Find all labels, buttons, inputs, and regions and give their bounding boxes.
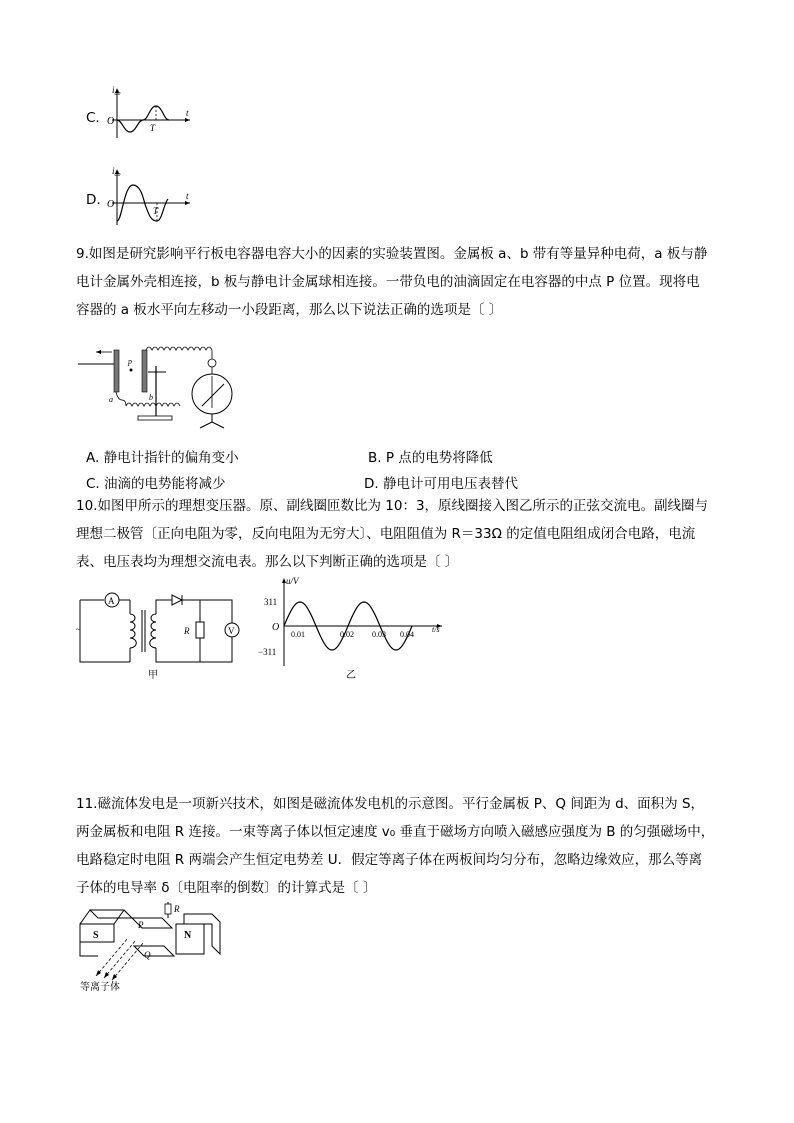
question-10-line-1: 10.如图甲所示的理想变压器。原、副线圈匝数比为 10：3，原线圈接入图乙所示的正弦交流电。副线圈与 xyxy=(76,498,709,514)
x-axis-label: t xyxy=(186,191,189,201)
question-9-option-c: C. 油滴的电势能将减少 xyxy=(86,476,226,492)
question-9-line-1: 9.如图是研究影响平行板电容器电容大小的因素的实验装置图。金属板 a、b 带有等量异种电荷，a 板与静 xyxy=(76,246,708,262)
oil-drop xyxy=(130,369,133,372)
origin-label: O xyxy=(107,116,115,127)
plasma-arrow-1 xyxy=(96,938,128,976)
wire-bottom xyxy=(116,392,180,406)
label-s: S xyxy=(93,930,99,941)
secondary-wire-top xyxy=(156,600,172,614)
secondary-coil xyxy=(150,614,156,648)
question-9-option-b: B. P 点的电势将降低 xyxy=(368,450,493,466)
label-q: Q xyxy=(144,950,151,960)
plasma-caption: 等离子体 xyxy=(80,982,120,993)
ac-voltage-graph xyxy=(254,574,454,674)
period-label: T xyxy=(150,123,156,133)
electroscope-leg-left xyxy=(200,422,212,428)
question-9-line-3: 容器的 a 板水平向左移动一小段距离，那么以下说法正确的选项是〔 〕 xyxy=(76,302,503,318)
y-max-label: 311 xyxy=(264,597,278,607)
voltmeter-label: V xyxy=(228,626,235,636)
x-tick-0-01: 0.01 xyxy=(291,630,305,639)
question-11-line-2: 两金属板和电阻 R 连接。一束等离子体以恒定速度 v₀ 垂直于磁场方向喷入磁感应强度为 B 的匀强磁场中， xyxy=(76,824,715,840)
secondary-wire-loop xyxy=(156,600,232,662)
resistor-label: R xyxy=(184,626,190,636)
x-axis-label: t xyxy=(186,108,189,118)
plasma-arrow-3 xyxy=(112,942,144,980)
question-9-line-2: 电计金属外壳相连接，b 板与静电计金属球相连接。一带负电的油滴固定在电容器的中点 P 位置。现将电 xyxy=(76,274,700,290)
x-tick-0-04: 0.04 xyxy=(400,630,414,639)
plate-b xyxy=(142,350,147,392)
question-10-stem xyxy=(76,492,726,576)
label-p: P xyxy=(138,920,144,930)
y-axis-label: u/V xyxy=(286,576,299,586)
capacitor-electroscope-figure xyxy=(76,330,246,430)
y-min-label: −311 xyxy=(258,647,277,657)
question-10-line-2: 理想二极管〔正向电阻为零，反向电阻为无穷大〕、电阻阻值为 R＝33Ω 的定值电阻组成闭合电路，电流 xyxy=(76,526,696,542)
question-11-line-1: 11.磁流体发电是一项新兴技术，如图是磁流体发电机的示意图。平行金属板 P、Q 间距为 d、面积为 S， xyxy=(76,796,705,812)
label-n: N xyxy=(184,930,192,941)
graph-caption: 乙 xyxy=(346,670,356,681)
option-c-graph xyxy=(100,82,200,142)
origin-label: O xyxy=(107,199,115,210)
x-tick-0-02: 0.02 xyxy=(340,630,354,639)
resistor xyxy=(196,622,204,638)
electroscope-ball xyxy=(208,359,216,367)
question-9-option-a: A. 静电计指针的偏角变小 xyxy=(86,450,239,466)
ammeter-label: A xyxy=(108,596,115,606)
question-11-stem xyxy=(76,790,726,902)
question-11-line-3: 电路稳定时电阻 R 两端会产生恒定电势差 U．假定等离子体在两板间均匀分布，忽略边缘效应，那么等离 xyxy=(76,852,703,868)
ac-source-symbol: ~ xyxy=(76,625,81,634)
primary-wire-left xyxy=(80,600,130,662)
diode xyxy=(172,595,182,605)
wire-top xyxy=(146,347,212,350)
label-r: R xyxy=(174,904,180,914)
y-axis-label: $i_{ab}$ xyxy=(112,166,121,178)
stand-base xyxy=(138,416,172,420)
current-curve xyxy=(117,106,169,132)
x-tick-0-03: 0.03 xyxy=(372,630,386,639)
question-9-stem xyxy=(76,240,726,324)
resistor-r xyxy=(165,904,171,914)
question-9-option-d: D. 静电计可用电压表替代 xyxy=(364,476,518,492)
x-axis-label: t/s xyxy=(432,625,440,634)
magnet-s-top xyxy=(90,910,132,918)
plate-a xyxy=(114,350,119,392)
label-b: b xyxy=(149,393,153,402)
period-label: T xyxy=(153,206,159,216)
option-d-label: D. xyxy=(86,192,101,208)
x-axis-arrow xyxy=(185,118,190,122)
label-p: p xyxy=(128,357,132,366)
electroscope-leg-right xyxy=(212,422,224,428)
option-d-graph xyxy=(100,163,200,229)
question-10-line-3: 表、电压表均为理想交流电表。那么以下判断正确的选项是〔 〕 xyxy=(76,554,459,570)
plasma-arrow-2 xyxy=(104,940,136,978)
x-axis-arrow xyxy=(185,201,190,205)
move-arrow-head xyxy=(96,350,101,354)
option-c-label: C. xyxy=(86,110,100,126)
transformer-circuit xyxy=(76,586,246,678)
origin-label: O xyxy=(272,622,280,633)
plate-q xyxy=(134,946,174,956)
label-a: a xyxy=(109,395,113,404)
y-axis-label: $i_{ab}$ xyxy=(112,85,121,97)
question-11-line-4: 子体的电导率 δ〔电阻率的倒数〕的计算式是〔 〕 xyxy=(76,880,377,896)
circuit-caption: 甲 xyxy=(148,670,158,681)
primary-coil xyxy=(130,614,136,648)
